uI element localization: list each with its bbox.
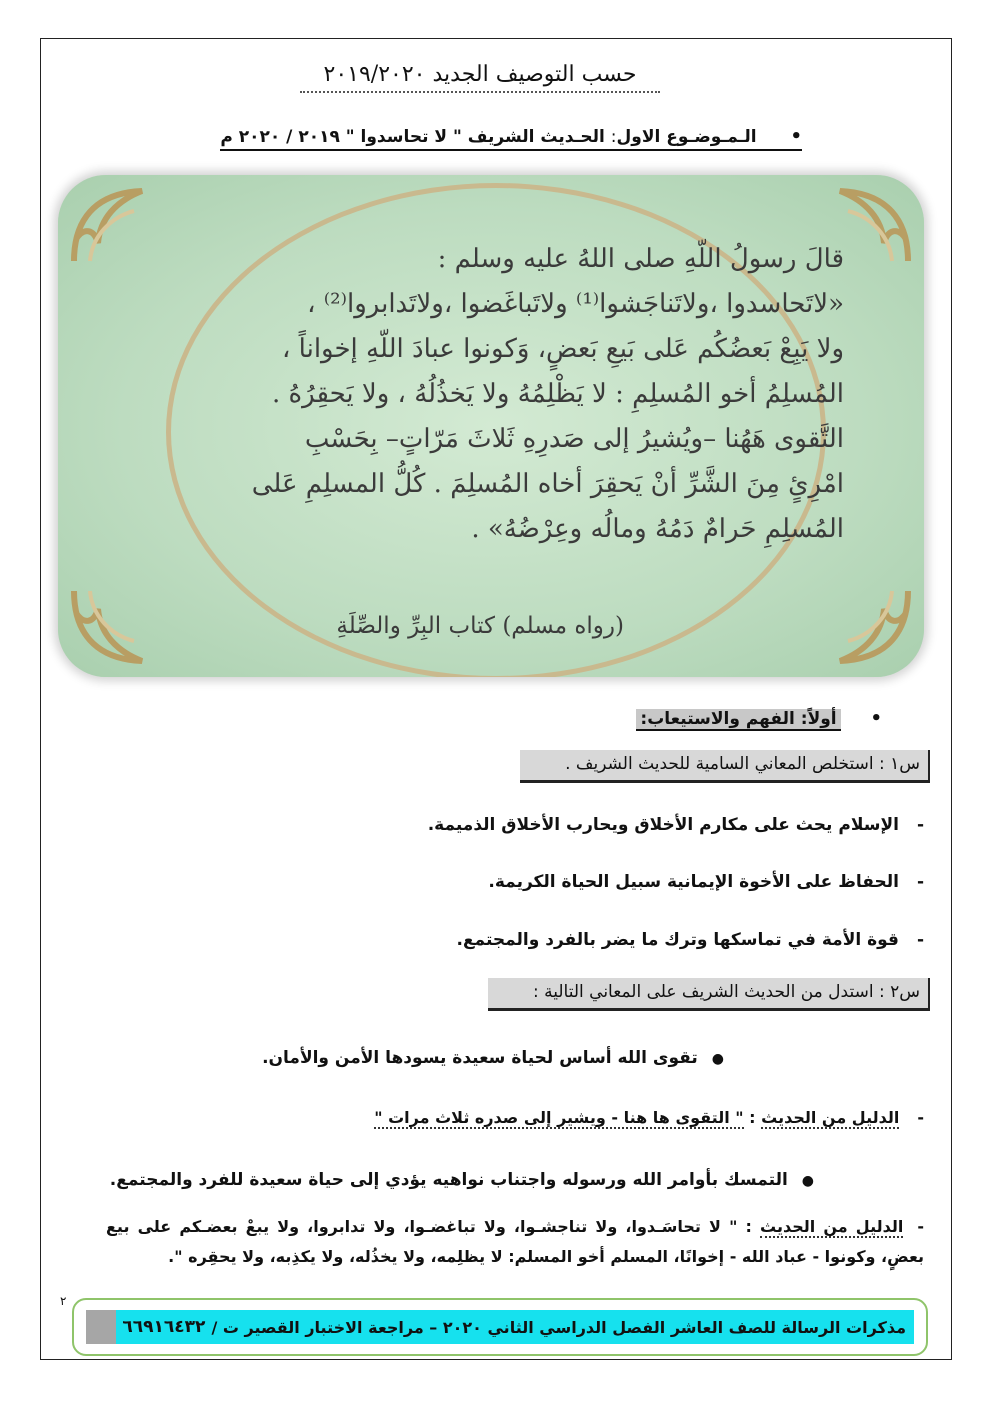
answer-item (488, 872, 924, 892)
topic-separator: : (610, 127, 617, 147)
hadith-line: ولا يَبِعْ بَعضُكُم عَلى بَيعِ بَعضٍ، وَكونوا عبادَ اللّهِ إخواناً ، (282, 334, 844, 364)
answer-item (428, 815, 924, 835)
question-1: س١ : استخلص المعاني السامية للحديث الشريف . (520, 750, 930, 783)
footer-gray-block (86, 1310, 116, 1344)
answer-text: الحفاظ على الأخوة الإيمانية سبيل الحياة الكريمة. (488, 872, 899, 892)
evidence-dash: - (917, 1217, 924, 1236)
footer-text: مذكرات الرسالة للصف العاشر الفصل الدراسي الثاني ٢٠٢٠ – مراجعة الاختبار القصير ت / (211, 1317, 906, 1337)
ornament-top-left-icon (64, 181, 154, 271)
hadith-line: المُسلِمِ حَرامٌ دَمُهُ ومالُه وعِرْضُهُ» . (471, 514, 844, 544)
point-bullet: ● (711, 1051, 724, 1067)
answer-dash: - (916, 872, 924, 892)
evidence-separator: : (743, 1108, 762, 1127)
evidence-1 (374, 1108, 924, 1127)
hadith-source: (رواه مسلم) كتاب البِرِّ والصِّلَةِ (336, 613, 624, 639)
section-heading (636, 708, 882, 729)
answer-item (456, 930, 924, 950)
meaning-point-2 (110, 1170, 814, 1190)
footer-bar (86, 1310, 914, 1344)
ornament-bottom-left-icon (64, 581, 154, 671)
footer-phone: ٦٦٩١٦٤٣٢ (122, 1317, 206, 1337)
topic-heading (220, 126, 802, 151)
hadith-line: المُسلِمُ أخو المُسلِمِ : لا يَظْلِمُهُ ولا يَخذُلُهُ ، ولا يَحقِرُهُ . (271, 379, 844, 409)
section-label: أولاً (807, 709, 837, 729)
hadith-line: التَّقوى هَهُنا –ويُشيرُ إلى صَدرِهِ ثَلاثَ مَرّاتٍ– بِحَسْبِ (304, 424, 844, 454)
hadith-line: «لاتَحاسدوا ،ولاتَناجَشوا⁽¹⁾ ولاتَباغَضوا ،ولاتَدابروا⁽²⁾ ، (307, 289, 844, 319)
section-rest: : الفهم والاستيعاب: (640, 709, 808, 729)
evidence-quote: " التقوى ها هنا - ويشير إلى صدره ثلاث مرات " (374, 1108, 744, 1127)
question-2: س٢ : استدل من الحديث الشريف على المعاني التالية : (488, 978, 930, 1011)
evidence-label: الدليل من الحديث (760, 1217, 904, 1236)
topic-label: الـمـوضـوع الاول (616, 127, 757, 147)
hadith-card (58, 175, 924, 677)
answer-dash: - (916, 815, 924, 835)
topic-value: الحـديث الشريف " لا تحاسدوا " ٢٠١٩ / ٢٠٢٠ م (220, 127, 605, 147)
meaning-point-1 (262, 1048, 724, 1068)
hadith-line: قالَ رسولُ اللّهِ صلى اللهُ عليه وسلم : (437, 244, 844, 274)
hadith-text (154, 237, 844, 552)
evidence-label: الدليل من الحديث (761, 1108, 900, 1127)
point-bullet: ● (801, 1173, 814, 1189)
page-number: ٢ (60, 1294, 67, 1308)
hadith-line: امْرِئٍ مِنَ الشَّرِّ أنْ يَحقِرَ أخاه المُسلِمَ . كُلُّ المسلِمِ عَلى (251, 469, 844, 499)
evidence-2 (106, 1212, 924, 1272)
ornament-bottom-right-icon (828, 581, 918, 671)
answer-dash: - (916, 930, 924, 950)
document-title: حسب التوصيف الجديد ٢٠١٩/٢٠٢٠ (300, 62, 660, 93)
point-text: التمسك بأوامر الله ورسوله واجتناب نواهيه يؤدي إلى حياة سعيدة للفرد والمجتمع. (109, 1170, 788, 1190)
answer-text: قوة الأمة في تماسكها وترك ما يضر بالفرد والمجتمع. (456, 930, 899, 950)
topic-bullet: • (790, 126, 802, 147)
section-bullet: • (870, 708, 882, 729)
answer-text: الإسلام يحث على مكارم الأخلاق ويحارب الأخلاق الذميمة. (427, 815, 899, 835)
evidence-text: : " لا تحاسَـدوا، ولا تناجشـوا، ولا تباغضـوا، ولا تدابروا، ولا يبعْ بعضـكم على بيع بعضٍ، وكونوا - عباد الله - إخوانًا، المسلم أخو المسلم: لا يظلِمه، ولا يخذُله، ولا يكذِبه، ولا يحقِره ". (106, 1217, 924, 1266)
evidence-dash: - (917, 1108, 924, 1127)
point-text: تقوى الله أساس لحياة سعيدة يسودها الأمن والأمان. (262, 1048, 698, 1068)
section-title (636, 709, 840, 731)
footer-box (72, 1298, 928, 1356)
